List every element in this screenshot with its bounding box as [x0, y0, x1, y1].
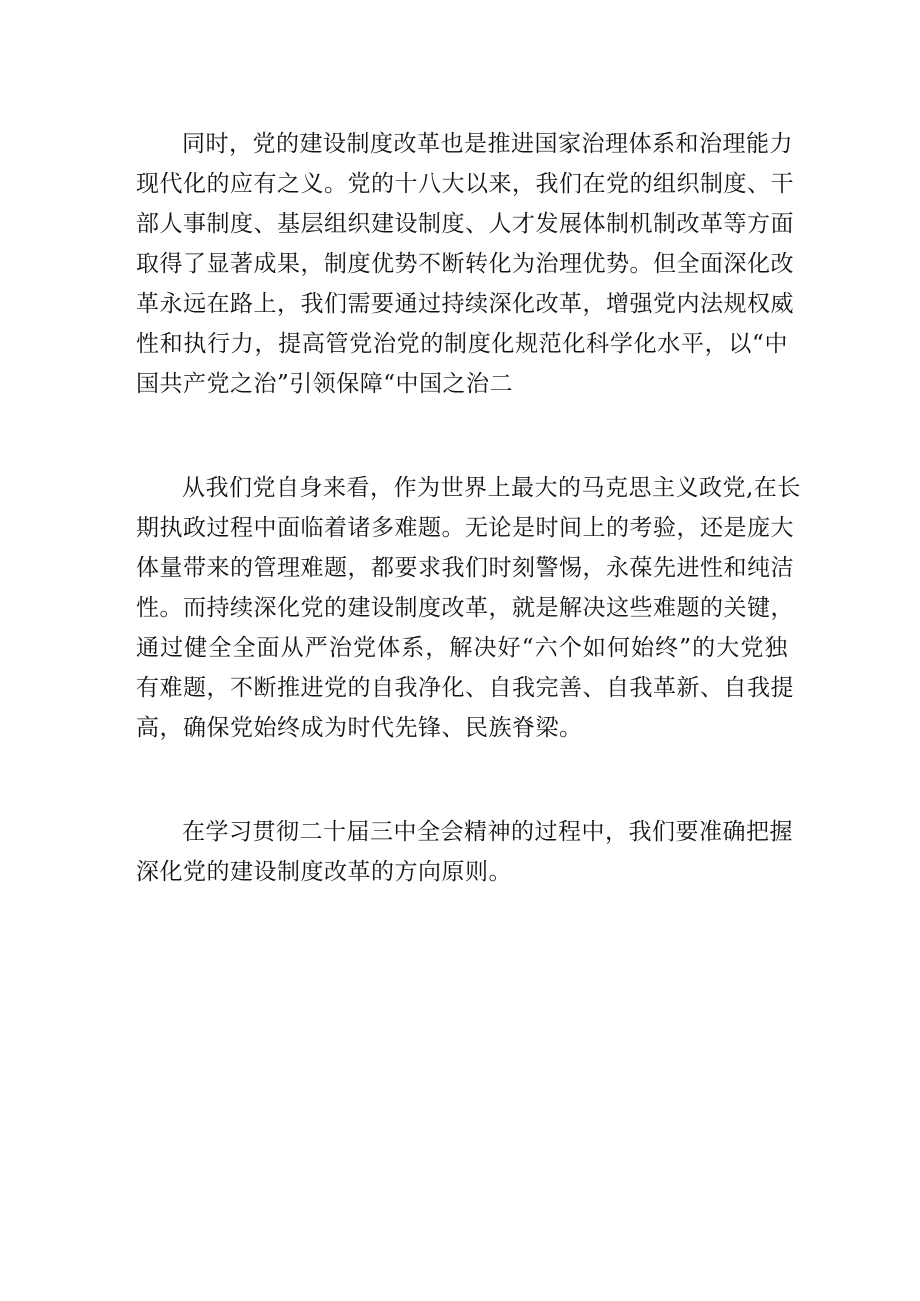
paragraph-line: 同时，党的建设制度改革也是推进国家治理体系和治理能力 [182, 131, 793, 157]
paragraph-line: 有难题，不断推进党的自我净化、自我完善、自我革新、自我提 [136, 675, 794, 701]
paragraph-line: 在学习贯彻二十届三中全会精神的过程中，我们要准确把握 [182, 819, 793, 845]
paragraph-line: 性。而持续深化党的建设制度改革，就是解决这些难题的关键， [136, 595, 794, 621]
paragraph-line: 高，确保党始终成为时代先锋、民族脊梁。 [136, 715, 583, 741]
paragraph-line: 通过健全全面从严治党体系，解决好“六个如何始终”的大党独 [136, 635, 788, 661]
paragraph-line: 深化党的建设制度改革的方向原则。 [136, 859, 512, 885]
paragraph-line: 性和执行力，提高管党治党的制度化规范化科学化水平，以“中 [136, 331, 788, 357]
paragraph-line: 国共产党之治”引领保障“中国之治二 [136, 371, 514, 397]
paragraph-line: 从我们党自身来看，作为世界上最大的马克思主义政党,在长 [182, 475, 801, 501]
paragraph-line: 部人事制度、基层组织建设制度、人才发展体制机制改革等方面 [136, 211, 794, 237]
paragraph-1 [136, 124, 794, 404]
paragraph-3 [136, 812, 793, 892]
paragraph-line: 革永远在路上，我们需要通过持续深化改革，增强党内法规权威 [136, 291, 794, 317]
paragraph-line: 体量带来的管理难题，都要求我们时刻警惕，永葆先进性和纯洁 [136, 555, 794, 581]
document-body [136, 124, 801, 892]
paragraph-line: 取得了显著成果，制度优势不断转化为治理优势。但全面深化改 [136, 251, 794, 277]
paragraph-line: 现代化的应有之义。党的十八大以来，我们在党的组织制度、干 [136, 171, 794, 197]
paragraph-line: 期执政过程中面临着诸多难题。无论是时间上的考验，还是庞大 [136, 515, 794, 541]
paragraph-2 [136, 468, 801, 748]
